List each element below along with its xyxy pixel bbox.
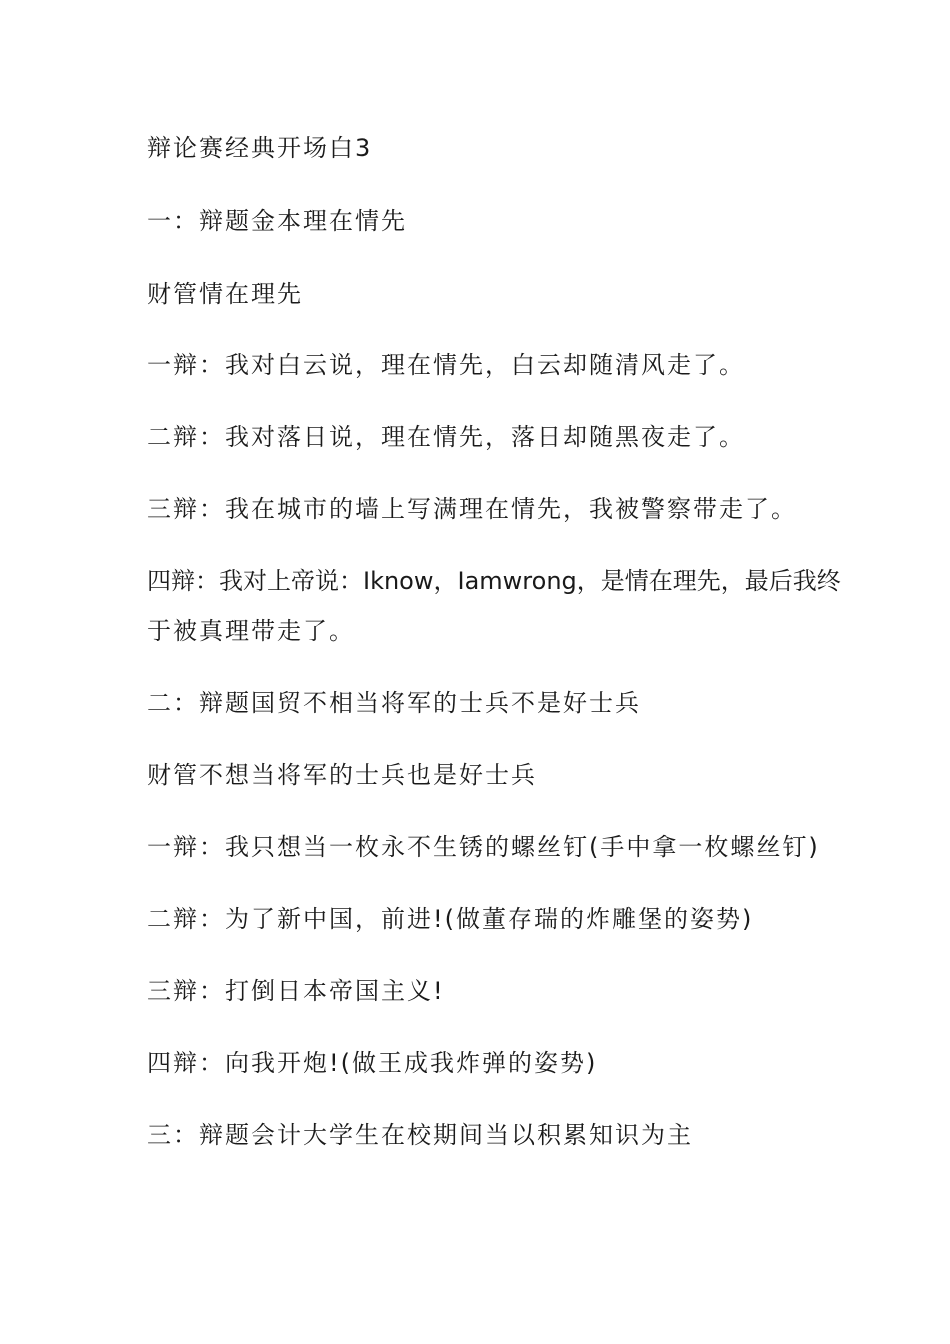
text-line: 二辩：我对落日说，理在情先，落日却随黑夜走了。 [147,423,745,451]
text-line: 一辩：我对白云说，理在情先，白云却随清风走了。 [147,351,745,379]
text-line: 三：辩题会计大学生在校期间当以积累知识为主 [147,1121,693,1149]
text-line: 二辩：为了新中国，前进!(做董存瑞的炸雕堡的姿势) [147,905,754,933]
text-line: 财管情在理先 [147,280,303,308]
text-line: 一：辩题金本理在情先 [147,207,407,235]
text-line: 财管不想当将军的士兵也是好士兵 [147,761,537,789]
text-line: 三辩：我在城市的墙上写满理在情先，我被警察带走了。 [147,495,797,523]
text-line: 四辩：向我开炮!(做王成我炸弹的姿势) [147,1049,598,1077]
text-line: 于被真理带走了。 [147,617,355,645]
text-line: 一辩：我只想当一枚永不生锈的螺丝钉(手中拿一枚螺丝钉) [147,833,820,861]
text-line: 四辩：我对上帝说：Iknow，Iamwrong，是情在理先，最后我终 [147,567,841,595]
text-line: 三辩：打倒日本帝国主义! [147,977,445,1005]
document-title: 辩论赛经典开场白3 [147,134,373,162]
text-line: 二：辩题国贸不相当将军的士兵不是好士兵 [147,689,641,717]
